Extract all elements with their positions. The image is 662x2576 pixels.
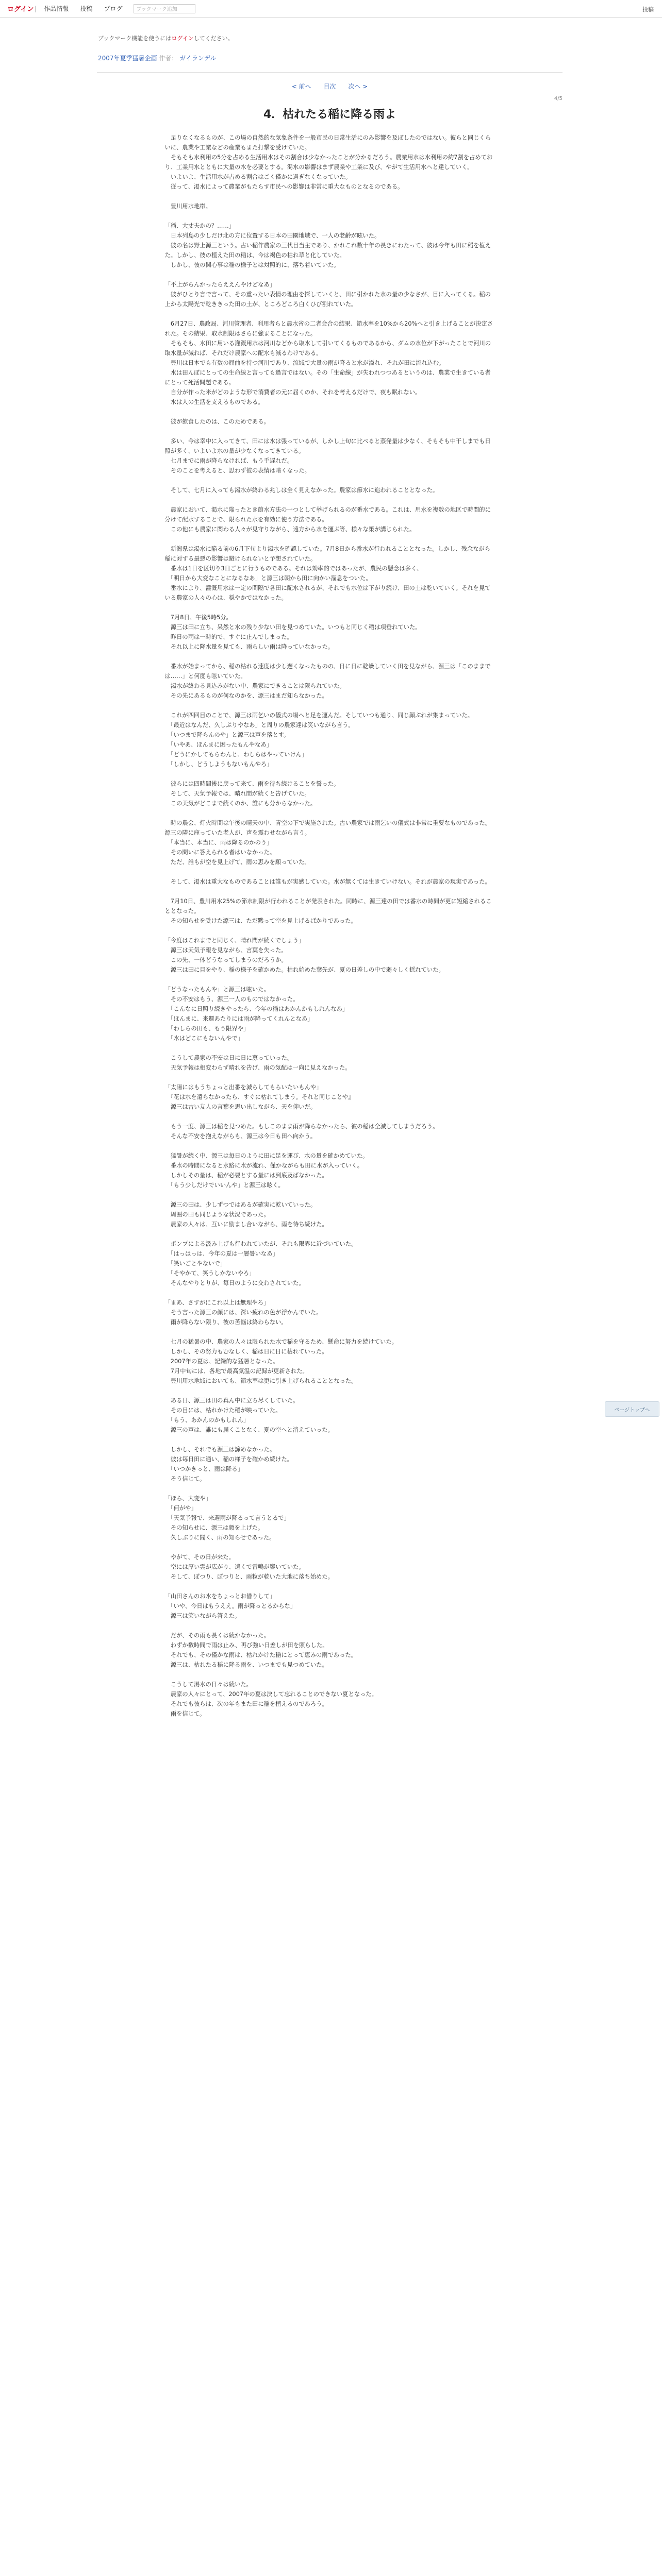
work-header xyxy=(98,54,216,62)
header-right-link[interactable]: 投稿 xyxy=(642,6,654,13)
body-paragraph: 多い、今は幸中に入ってきて、田には水は張っているが、しかし上旬に比べると蒸発量は少なく、そもそも中干しまでも日照が多く、いよいよ水の量が少なくなってきている。 七月までに雨が降らなければ、もう手遅れだ。 そのことを考えると、思わず彼の表情は暗くなった。 xyxy=(164,438,491,474)
body-paragraph: 7月10日、豊川用水25%の節水制限が行われることが発表された。同時に、源三達の田では番水の時間が更に短縮されることとなった。 その知らせを受けた源三は、ただ黙って空を見上げるばかりであった。 xyxy=(164,898,492,924)
body-paragraph: しかし、それでも源三は諦めなかった。 彼は毎日田に通い、稲の様子を確かめ続けた。 「いつかきっと、雨は降る」 そう信じて。 xyxy=(170,1446,293,1482)
page-number: 4/5 xyxy=(554,96,562,101)
page-top-button[interactable]: ページトップへ xyxy=(605,1401,659,1417)
body-paragraph: 「どうなったもんや」と源三は呟いた。 その不安はもう、源三一人のものではなかった。 「こんなに日照り続きやったら、今年の稲はあかんかもしれんなあ」 「ほんまに、来週あたりには雨が降ってくれんとなあ」 「わしらの田も、もう限界や」 「水はどこにもないんやで」 xyxy=(164,986,349,1042)
chapter-title: 4．枯れたる稲に降る雨よ xyxy=(263,108,396,121)
body-paragraph: 「太陽にはもうちょっと出番を減らしてもらいたいもんや」 『花は水を遣らなかったら、すぐに枯れてしまう。それと同じことや』 源三は古い友人の言葉を思い出しながら、天を仰いだ。 xyxy=(164,1084,354,1110)
novel-body xyxy=(165,133,495,1719)
work-title-link[interactable]: 2007年夏季猛暑企画 xyxy=(98,55,157,62)
pager xyxy=(97,72,562,96)
author-label: 作者： xyxy=(159,55,178,62)
body-paragraph: 番水が始まってから、稲の枯れる速度は少し遅くなったものの、日に日に乾燥していく田を見ながら、源三は「このままでは……」と何度も呟いていた。 渇水が終わる見込みがない中、農家にできることは限られていた。 その先にあるものが何なのかを、源三はまだ知らなかった。 xyxy=(164,663,491,699)
body-paragraph: 「稲、大丈夫かの？……」 日本列島の少しだけ北の方に位置する日本の田園地域で、一人の老齢が呟いた。 彼の名は野上源三という。古い稲作農家の三代目当主であり、かれこれ数十年の長きにわたって、彼は今年も田に稲を植えた。しかし、彼の植えた田の稲は、今は褐色の枯れ草と化していた。 しかし、彼の関心事は稲の様子とは対照的に、落ち着いていた。 xyxy=(164,223,491,268)
body-paragraph: 7月8日、午後5時5分。 源三は田に立ち、呆然と水の残り少ない田を見つめていた。いつもと同じく稲は項垂れていた。 昨日の雨は一時的で、すぐに止んでしまった。 それ以上に降水量を見ても、雨らしい雨は降っていなかった。 xyxy=(170,614,421,650)
notice-login-link[interactable]: ログイン xyxy=(171,35,194,42)
top-header-bar xyxy=(0,0,662,18)
body-paragraph: こうして渇水の日々は続いた。 農家の人々にとって、2007年の夏は決して忘れることのできない夏となった。 それでも彼らは、次の年もまた田に稲を植えるのであろう。 雨を信じて。 xyxy=(170,1681,377,1717)
body-paragraph: もう一度、源三は稲を見つめた。もしこのまま雨が降らなかったら、彼の稲は全滅してしまうだろう。 そんな不安を抱えながらも、源三は今日も田へ向かう。 xyxy=(170,1123,439,1140)
body-paragraph: やがて、その日が来た。 空には厚い雲が広がり、遠くで雷鳴が響いていた。 そして、ぽつり、ぽつりと、雨粒が乾いた大地に落ち始めた。 xyxy=(170,1554,334,1580)
body-paragraph: そして、渇水は重大なものであることは誰もが実感していた。水が無くては生きていけない。それが農家の現実であった。 xyxy=(164,878,491,885)
nav-item-blog[interactable]: ブログ xyxy=(104,5,123,12)
body-paragraph: 新潟県は渇水に陥る前の6月下旬より渇水を確認していた。7月8日から番水が行われることとなった。しかし、残念ながら稲に対する最悪の影響は避けられないと予想されていた。 番水は1日を区切り3日ごとに行うものである。それは効率的ではあったが、農民の懸念は多く、 「明日から大変なことになるなあ」と源三は朝から田に向かい溜息をついた。 番水により、灌漑用水は一定の間隔で各田に配水されるが、それでも水位は下がり続け、田の土は乾いていく。それを見ている農家の人々の心は、穏やかではなかった。 xyxy=(164,546,491,601)
notice-suffix: してください。 xyxy=(193,35,234,42)
body-paragraph: ポンプによる汲み上げも行われていたが、それも限界に近づいていた。 「はっはっは、今年の夏は一層暑いなあ」 「笑いごとやないで」 「そやかて、笑うしかないやろ」 そんなやりとりが、毎日のように交わされていた。 xyxy=(170,1241,357,1286)
bookmark-add-input[interactable]: ブックマーク追加 xyxy=(134,4,195,13)
body-paragraph: 猛暑が続く中、源三は毎日のように田に足を運び、水の量を確かめていた。 番水の時間になると水路に水が流れ、僅かながらも田に水が入っていく。 しかしその量は、稲が必要とする量には到底及ばなかった。 「もう少しだけでいいんや」と源三は呟く。 xyxy=(170,1153,369,1189)
body-paragraph: 足りなくなるものが、この場の自然的な気象条件を一般市民の日常生活にのみ影響を及ぼしたのではない。彼らと同じくらいに、農業や工業などの産業もまた打撃を受けていた。 そもそも水利用の5分を占める生活用水はその割合は少なかったことが分かるだろう。農業用水は水利用の約7割を占めており、工業用水とともに大量の水を必要とする。渇水の影響はまず農業や工業に及び、やがて生活用水へと達していく。 いよいよ、生活用水が占める割合はごく僅かに過ぎなくなっていた。 従って、渇水によって農業がもたらす市民への影響は非常に重大なものとなるのである。 xyxy=(164,134,493,190)
body-paragraph: 「不上がらんかったらええんやけどなあ」 彼がひとり言で言って、その重ったい表情の理由を探していくと、田に引かれた水の量の少なさが、目に入ってくる。稲の上から太陽光で乾ききった田の土が、ところどころ白くひび割れていた。 xyxy=(164,281,491,308)
body-paragraph: ある日、源三は田の真ん中に立ち尽くしていた。 その目には、枯れかけた稲が映っていた。 「もう、あかんのかもしれん」 源三の声は、誰にも届くことなく、夏の空へと消えていった。 xyxy=(170,1397,334,1433)
body-paragraph: 豊川用水地帯。 xyxy=(164,203,211,210)
login-link[interactable]: ログイン xyxy=(7,6,34,13)
prev-page-link[interactable]: < 前へ xyxy=(291,83,311,90)
toc-link[interactable]: 目次 xyxy=(323,83,336,90)
body-paragraph: 「今度はこれまでと同じく、晴れ間が続くでしょう」 源三は天気予報を見ながら、言葉を失った。 この先、一体どうなってしまうのだろうか。 源三は田に目をやり、稲の様子を確かめた。枯れ始めた葉先が、夏の日差しの中で弱々しく揺れていた。 xyxy=(164,937,444,973)
body-paragraph: 彼が飲食したのは、このためである。 xyxy=(164,418,270,425)
body-paragraph: 七月の猛暑の中、農家の人々は限られた水で稲を守るため、懸命に努力を続けていた。 しかし、その努力もむなしく、稲は日に日に枯れていった。 2007年の夏は、記録的な猛暑となった。 7月中旬には、各地で最高気温の記録が更新された。 豊川用水地域においても、節水率は更に引き上げられることとなった。 xyxy=(170,1338,398,1384)
body-paragraph: 「まあ、さすがにこれ以上は無理やろ」 そう言った源三の顔には、深い疲れの色が浮かんでいた。 雨が降らない限り、彼の苦悩は終わらない。 xyxy=(164,1299,322,1326)
nav-item-info[interactable]: 作品情報 xyxy=(44,5,69,12)
nav-item-post[interactable]: 投稿 xyxy=(80,5,93,12)
body-paragraph: だが、その雨も長くは続かなかった。 わずか数時間で雨は止み、再び強い日差しが田を照らした。 それでも、その僅かな雨は、枯れかけた稲にとって恵みの雨であった。 源三は、枯れたる稲に降る雨を、いつまでも見つめていた。 xyxy=(170,1632,357,1668)
login-notice xyxy=(98,34,234,42)
notice-prefix: ブックマーク機能を使うには xyxy=(98,35,172,42)
body-paragraph: 時の農会、灯火時間は午後の晴天の中、青空の下で実施された。古い農家では雨乞いの儀式は非常に重要なものであった。源三の隣に座っていた老人が、声を震わせながら言う。 「本当に、本当に、雨は降るのかのう」 その問いに答えられる者はいなかった。 ただ、誰もが空を見上げて、雨の恵みを願っていた。 xyxy=(164,820,491,866)
body-paragraph: 農家において、渇水に陥ったとき節水方法の一つとして挙げられるのが番水である。これは、用水を複数の地区で時間的に分けて配水することで、限られた水を有効に使う方法である。 この他にも農家に関わる人々が見守りながら、遠方から水を運ぶ等、様々な策が講じられた。 xyxy=(164,506,491,533)
body-paragraph: 源三の田は、少しずつではあるが確実に乾いていった。 周囲の田も同じような状況であった。 農家の人々は、互いに励まし合いながら、雨を待ち続けた。 xyxy=(170,1201,328,1228)
body-paragraph: こうして農家の不安は日に日に募っていった。 天気予報は相変わらず晴れを告げ、雨の気配は一向に見えなかった。 xyxy=(170,1055,351,1071)
next-page-link[interactable]: 次へ > xyxy=(348,83,368,90)
body-paragraph: そして、七月に入っても渇水が終わる兆しは全く見えなかった。農家は節水に追われることとなった。 xyxy=(164,487,439,494)
body-paragraph: 彼らには四時間後に戻って来て、雨を待ち続けることを誓った。 そして、天気予報では、晴れ間が続くと告げていた。 この天気がどこまで続くのか、誰にも分からなかった。 xyxy=(170,781,340,807)
body-paragraph: 「山田さんのお水をちょっとお借りして」 「いや、今日はもうええ。雨が降っとるからな」 源三は笑いながら答えた。 xyxy=(164,1593,296,1619)
body-paragraph: 「ほら、大変や」 「何がや」 「天気予報で、来週雨が降るって言うとるで」 その知らせに、源三は顔を上げた。 久しぶりに聞く、雨の知らせであった。 xyxy=(164,1495,290,1541)
main-content xyxy=(97,72,562,1728)
separator-icon: | xyxy=(35,5,37,12)
author-link[interactable]: ガイランデル xyxy=(179,55,217,62)
body-paragraph: これが四回目のことで、源三は雨乞いの儀式の場へと足を運んだ。そしていつも通り、同じ顔ぶれが集まっていた。 「最近はなんだ、久しぶりやなあ」と周りの農家達は笑いながら言う。 「いつまで降らんのや」と源三は声を落とす。 「いやあ、ほんまに困ったもんやなあ」 「どうにかしてもらわんと、わしらはやっていけん」 「しかし、どうしようもないもんやろ」 xyxy=(170,712,474,768)
body-paragraph: 6月27日、農政局、河川管理者、利用者らと農水省の二者会合の結果、節水率を10%から20%へと引き上げることが決定された。その結果、取水制限はさらに強まることになった。 そもそも、水田に用いる灌漑用水は河川などから取水して引いてくるものであるから、ダムの水位が下がったことで河川の取水量が減れば、それだけ農家への配水も減るわけである。 豊川は日本でも有数の屈曲を持つ河川であり、流域で大量の雨が降ると水が溢れ、それが田に流れ込む。 水は田んぼにとっての生命線と言っても過言ではない。その「生命線」が失われつつあるというのは、農業で生きている者にとって死活問題である。 自分が作った米がどのような形で消費者の元に届くのか、それを考えるだけで、夜も眠れない。 水は人の生活を支えるものである。 xyxy=(164,320,493,405)
